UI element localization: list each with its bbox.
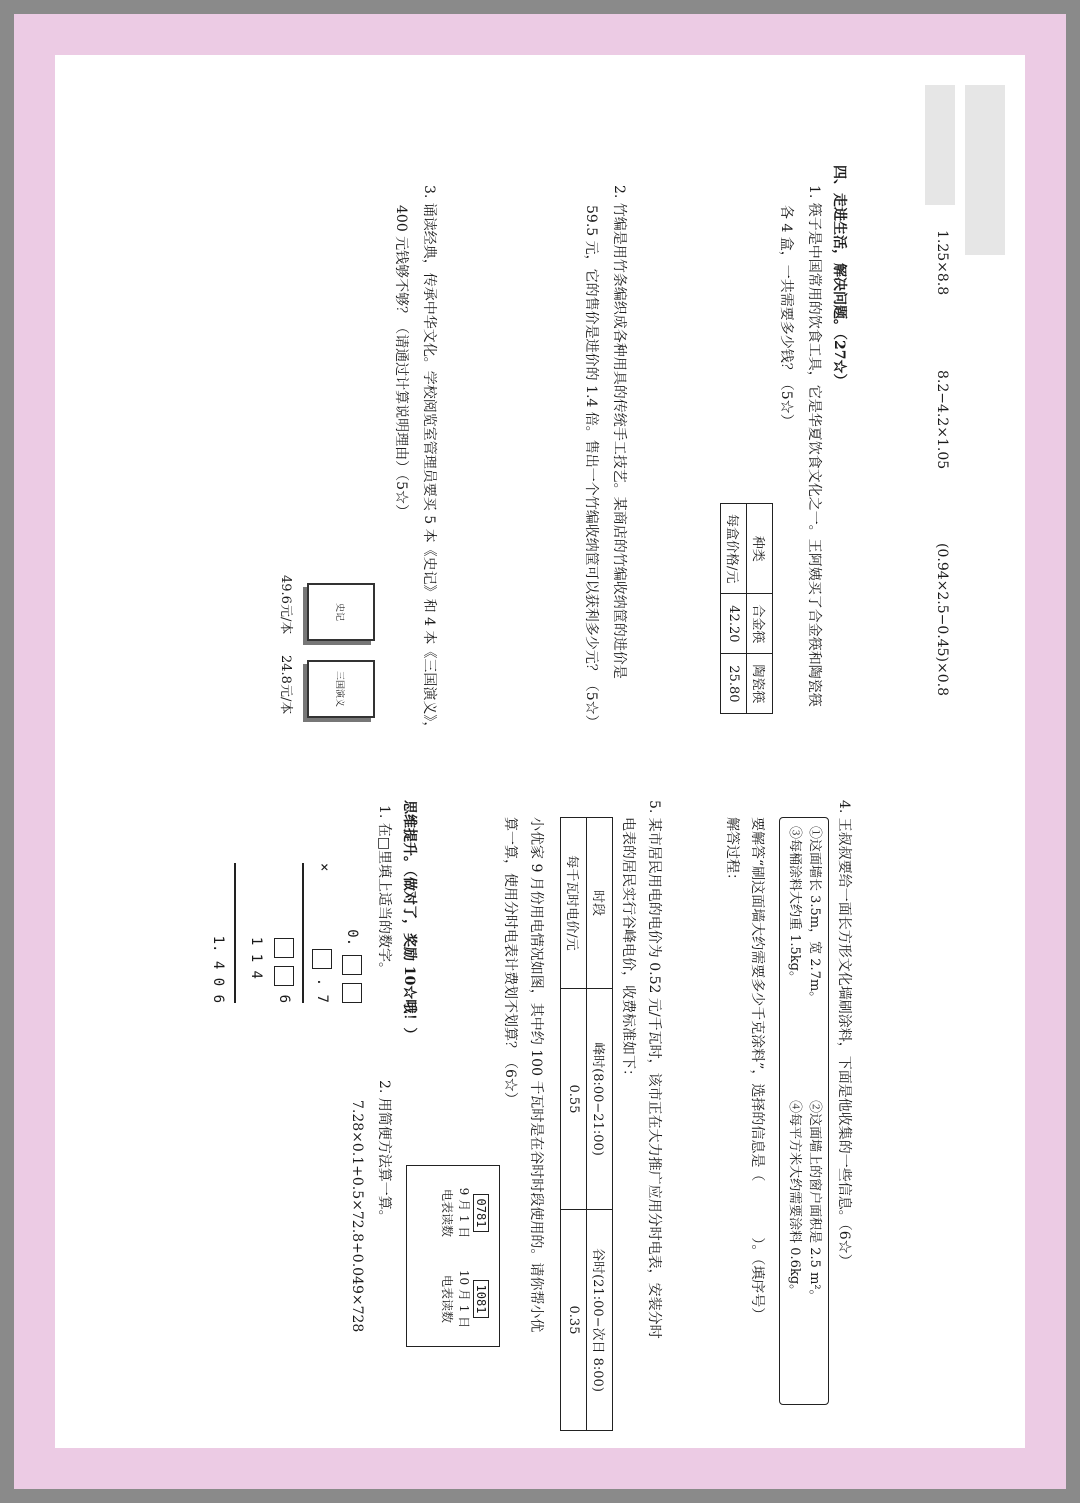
times-sign: × xyxy=(316,863,332,872)
faded-text-block xyxy=(925,85,955,205)
q5-line1: 5. 某市居民用电的电价为 0.52 元/千瓦时，该市正在大力推广应用分时电表，安装分时 xyxy=(646,800,662,1339)
book-title: 史记 xyxy=(334,602,345,621)
rule-line xyxy=(235,863,237,1003)
meter-date: 10 月 1 日 xyxy=(457,1269,471,1329)
q4-line2: 要解答“刷这面墙大约需要多少千克涂料”，选择的信息是（ ）。（填序号） xyxy=(749,817,765,1322)
chopsticks-price-table xyxy=(720,503,773,714)
table-cell: 0.55 xyxy=(561,989,587,1210)
meter-reading-value: 1081 xyxy=(473,1280,489,1319)
vm-row4: 1 1 4 xyxy=(248,936,264,979)
q4-info-2: ②这面墙上的窗户面积是 2.5 m²。 xyxy=(807,1100,822,1303)
q1-line1: 1. 筷子是中国常用的饮食工具，它是华夏饮食文化之一。王阿姨买了合金筷和陶瓷筷 xyxy=(806,185,822,707)
q4-line1: 4. 王叔叔要给一面长方形文化墙刷涂料，下面是他收集的一些信息。（6☆） xyxy=(836,800,852,1268)
vertical-multiplication xyxy=(155,863,370,1013)
thinking-q2-expr: 7.28×0.1+0.5×72.8+0.049×728 xyxy=(349,1100,365,1333)
meter-label: 电表读数 xyxy=(440,1274,454,1323)
blank-box[interactable] xyxy=(274,966,294,986)
blank-box[interactable] xyxy=(312,949,332,969)
table-cell: 0.35 xyxy=(561,1210,587,1431)
q2-line2: 59.5 元，它的售价是进价的 1.4 倍。售出一个竹编收纳筐可以获利多少元？（5☆） xyxy=(583,205,599,729)
section-title: 四、走进生活，解决问题。（27☆） xyxy=(831,165,847,388)
faded-text-block xyxy=(965,85,1005,255)
meter-oct1 xyxy=(439,1260,493,1338)
table-cell: 每千瓦时电价/元 xyxy=(561,818,587,989)
vm-result: 1. 4 0 6 xyxy=(210,935,226,1003)
calc-expr-3: (0.94×2.5−0.45)×0.8 xyxy=(934,543,950,696)
table-cell: 种类 xyxy=(747,504,773,594)
q4-info-1: ①这面墙长 3.5m，宽 2.7m。 xyxy=(807,826,822,1005)
q2-line1: 2. 竹编是用竹条编织成各种用具的传统手工技艺。某商店的竹编收纳筐的进价是 xyxy=(611,185,627,679)
vm-row3-tail: 6 xyxy=(276,994,292,1003)
table-cell: 时段 xyxy=(587,818,613,989)
table-cell: 峰时(8:00−21:00) xyxy=(587,989,613,1210)
thinking-q1: 1. 在□里填上适当的数字。 xyxy=(376,805,392,977)
table-cell: 25.80 xyxy=(721,654,747,714)
thinking-q2: 2. 用简便方法算一算。 xyxy=(376,1080,392,1224)
calc-expr-1: 1.25×8.8 xyxy=(934,230,950,296)
q4-info-3: ③每桶涂料大约重 1.5kg。 xyxy=(787,826,802,985)
table-cell: 每盒价格/元 xyxy=(721,504,747,594)
book-shiji-image xyxy=(307,583,375,641)
book-sanguo-image xyxy=(307,660,375,718)
q4-info-4: ④每平方米大约需要涂料 0.6kg。 xyxy=(787,1100,802,1298)
q3-line2: 400 元钱够不够？（请通过计算说明理由）（5☆） xyxy=(393,205,409,519)
rule-line xyxy=(303,863,305,1003)
meter-date: 9 月 1 日 xyxy=(457,1187,471,1239)
exam-paper xyxy=(55,55,1025,1448)
table-cell: 合金筷 xyxy=(747,594,773,654)
q3-line1: 3. 诵读经典，传承中华文化。学校阅览室管理员要买 5 本《史记》和 4 本《三国演义》， xyxy=(421,185,437,736)
meter-sep1 xyxy=(439,1174,493,1252)
meter-label: 电表读数 xyxy=(440,1188,454,1237)
calc-expr-2: 8.2−4.2×1.05 xyxy=(934,370,950,470)
q1-line2: 各 4 盒，一共需要多少钱？（5☆） xyxy=(778,205,794,428)
blank-box[interactable] xyxy=(342,983,362,1003)
book1-price: 49.6元/本 xyxy=(278,575,293,635)
table-cell: 42.20 xyxy=(721,594,747,654)
blank-box[interactable] xyxy=(342,955,362,975)
table-cell: 陶瓷筷 xyxy=(747,654,773,714)
table-cell: 谷时(21:00−次日 8:00) xyxy=(587,1210,613,1431)
vm-row2-tail: . 7 xyxy=(314,977,330,1003)
book-title: 三国演义 xyxy=(334,670,345,707)
thinking-title: 思维提升。（做对了，奖励 10☆哦！） xyxy=(401,800,417,1042)
meter-readings-figure xyxy=(406,1165,500,1347)
meter-reading-value: 0781 xyxy=(473,1194,489,1233)
q4-line3: 解答过程： xyxy=(724,817,740,887)
q5-line2: 电表的居民实行谷峰电价，收费标准如下： xyxy=(620,817,636,1083)
q5-line4: 算一算，使用分时电表计费划不划算？（6☆） xyxy=(502,817,518,1106)
q4-info-box xyxy=(779,817,829,1405)
blank-box[interactable] xyxy=(274,938,294,958)
electricity-rate-table xyxy=(560,817,613,1431)
q5-line3: 小优家 9 月份用电情况如图，其中约 100 千瓦时是在谷时时段使用的。请你帮小优 xyxy=(528,817,544,1333)
vm-row1-prefix: 0. xyxy=(344,929,360,947)
rotated-page xyxy=(55,55,1025,1448)
book2-price: 24.8元/本 xyxy=(278,655,293,715)
